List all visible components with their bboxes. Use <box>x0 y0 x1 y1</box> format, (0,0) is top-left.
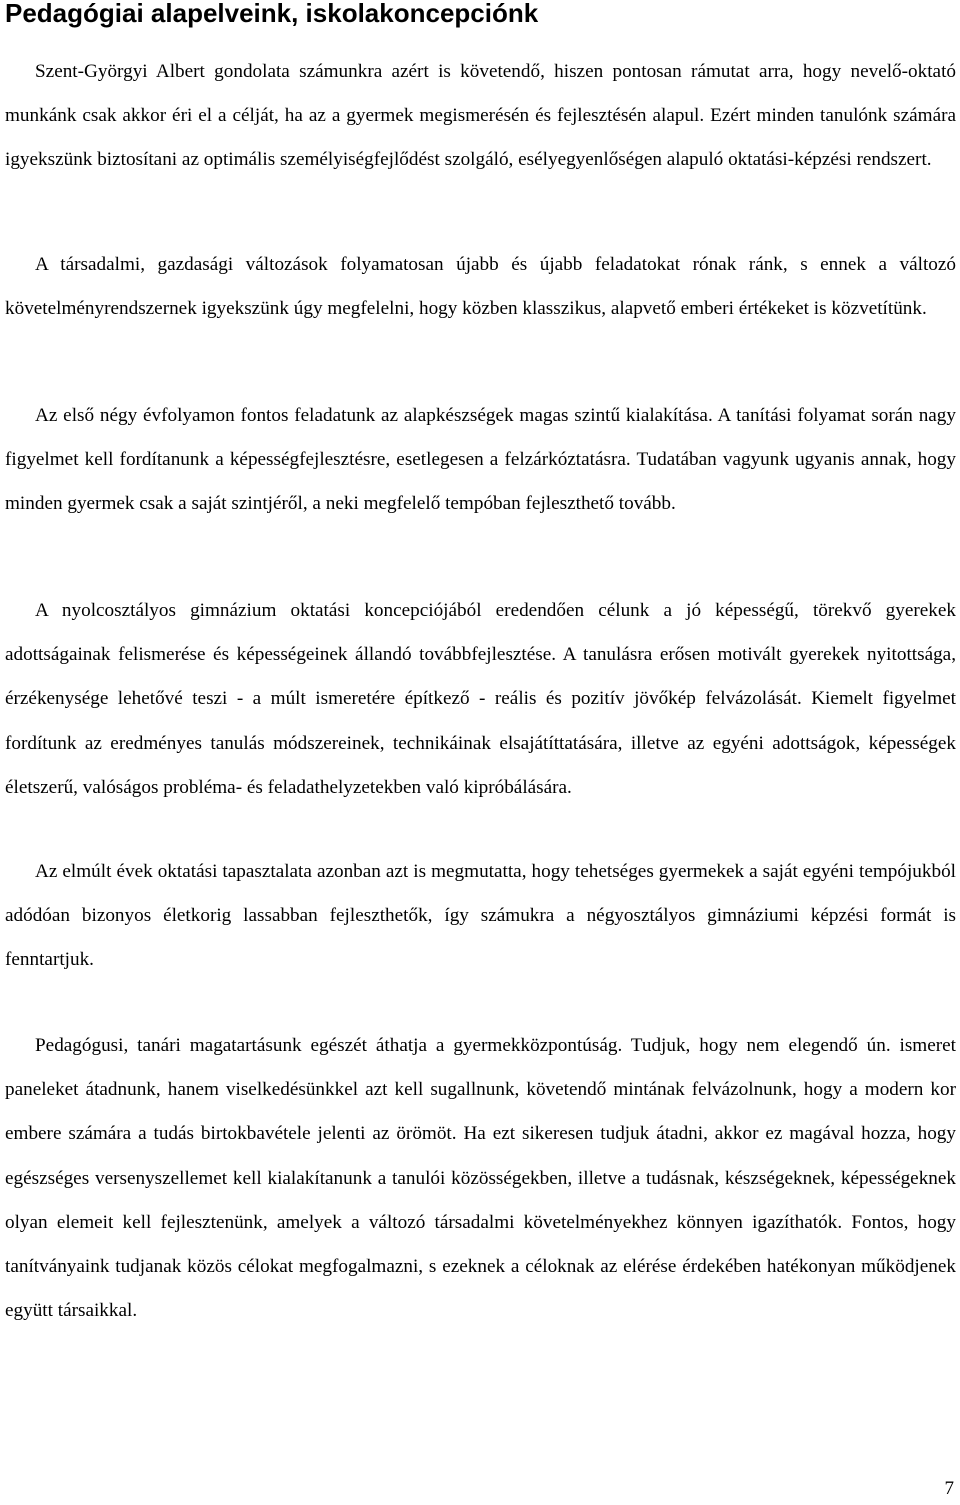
paragraph-eight-year-gymnasium: A nyolcosztályos gimnázium oktatási koncepciójából eredendően célunk a jó képességű, törekvő gyerekek adottságainak felismerése és képességeinek állandó továbbfejlesztése. A tanulásra erősen motivált gyerekek nyitottsága, érzékenysége lehetővé teszi - a múlt ismeretére építkező - reális és pozitív jövőkép felvázolását. Kiemelt figyelmet fordítunk az eredményes tanulás módszereinek, technikáinak elsajátíttatására, illetve az egyéni adottságok, képességek életszerű, valóságos probléma- és feladathelyzetekben való kipróbálására. <box>5 600 956 798</box>
paragraph-four-year-gymnasium: Az elmúlt évek oktatási tapasztalata azonban azt is megmutatta, hogy tehetséges gyermekek a saját egyéni tempójukból adódóan bizonyos életkorig lassabban fejleszthetők, így számukra a négyosztályos gimnáziumi képzési formát is fenntartjuk. <box>5 861 956 971</box>
paragraph-teacher-attitude: Pedagógusi, tanári magatartásunk egészét áthatja a gyermekközpontúság. Tudjuk, hogy nem elegendő ún. ismeret paneleket átadnunk, hanem viselkedésünkkel azt kell sugallnunk, követendő mintának felvázolnunk, hogy a modern kor embere számára a tudás birtokbavétele jelenti az örömöt. Ha ezt sikeresen tudjuk átadni, akkor ez magával hozza, hogy egészséges versenyszellemet kell kialakítanunk a tanulói közösségekben, illetve a tudásnak, készségeknek, képességeknek olyan elemeit kell fejlesztenünk, amelyek a változó társadalmi követelményekhez könnyen igazíthatók. Fontos, hogy tanítványaink tudjanak közös célokat megfogalmazni, s ezeknek a céloknak az elérése érdekében hatékonyan működjenek együtt társaikkal. <box>5 1035 956 1322</box>
paragraph-first-four-grades: Az első négy évfolyamon fontos feladatunk az alapkészségek magas szintű kialakítása. A tanítási folyamat során nagy figyelmet kell fordítanunk a képességfejlesztésre, esetlegesen a felzárkóztatásra. Tudatában vagyunk ugyanis annak, hogy minden gyermek csak a saját szintjéről, a neki megfelelő tempóban fejleszthető tovább. <box>5 405 956 515</box>
paragraph-social-changes: A társadalmi, gazdasági változások folyamatosan újabb és újabb feladatokat rónak ránk, s ennek a változó követelményrendszernek igyekszünk úgy megfelelni, hogy közben klasszikus, alapvető emberi értékeket is közvetítünk. <box>5 254 956 320</box>
page-title: Pedagógiai alapelveink, iskolakoncepciónk <box>5 0 539 28</box>
page-number: 7 <box>944 1478 954 1499</box>
paragraph-intro: Szent-Györgyi Albert gondolata számunkra azért is követendő, hiszen pontosan rámutat arra, hogy nevelő-oktató munkánk csak akkor éri el a célját, ha az a gyermek megismerésén és fejlesztésén alapul. Ezért minden tanulónk számára igyekszünk biztosítani az optimális személyiségfejlődést szolgáló, esélyegyenlőségen alapuló oktatási-képzési rendszert. <box>5 61 956 171</box>
